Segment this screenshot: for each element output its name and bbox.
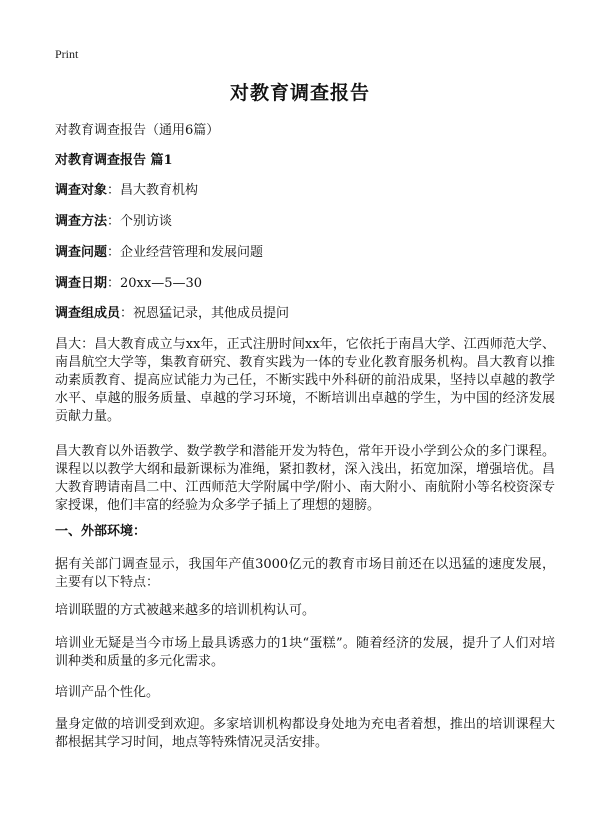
field-survey-question: [55, 244, 555, 262]
paragraph-cake: 培训业无疑是当今市场上最具诱惑力的1块“蛋糕”。随着经济的发展，提升了人们对培训种类和质量的多元化需求。: [55, 636, 555, 669]
paragraph-custom-training: 量身定做的培训受到欢迎。多家培训机构都设身处地为充电者着想，推出的培训课程大都根据其学习时间，地点等特殊情况灵活安排。: [55, 717, 555, 750]
field-label: 调查日期: [55, 276, 108, 291]
paragraph-alliance: 培训联盟的方式被越来越多的培训机构认可。: [55, 603, 316, 618]
field-value: ：个别访谈: [107, 214, 173, 229]
paragraph-courses: 昌大教育以外语教学、数学教学和潜能开发为特色，常年开设小学到公众的多门课程。课程以以教学大纲和最新课标为准绳，紧扣教材，深入浅出，拓宽加深，增强培优。昌大教育聘请南昌二中、江西师范大学附属中学/附小、南大附小、南航附小等名校资深专家授课，他们丰富的经验为众多学子插上了理想的翅膀。: [55, 444, 555, 513]
field-label: 调查对象: [55, 183, 108, 198]
field-label: 调查方法: [55, 214, 108, 229]
field-value: ：20xx—5—30: [107, 276, 203, 291]
section-heading: 对教育调查报告 篇1: [55, 153, 173, 168]
document-title: 对教育调查报告: [229, 82, 370, 104]
field-label: 调查组成员: [55, 306, 121, 321]
paragraph-intro: 昌大：昌大教育成立与xx年，正式注册时间xx年，它依托于南昌大学、江西师范大学、南昌航空大学等，集教育研究、教育实践为一体的专业化教育服务机构。昌大教育以推动素质教育、提高应试能力为己任，不断实践中外科研的前沿成果，坚持以卓越的教学水平、卓越的服务质量、卓越的学习环境，不断培训出卓越的学生，为中国的经济发展贡献力量。: [55, 337, 555, 424]
field-survey-date: [55, 275, 555, 293]
field-value: ：企业经营管理和发展问题: [107, 245, 264, 260]
field-label: 调查问题: [55, 245, 108, 260]
field-survey-members: [55, 305, 555, 323]
field-value: ：祝恩猛记录，其他成员提问: [120, 306, 290, 321]
heading-external-environment: 一、外部环境：: [55, 524, 147, 539]
print-link[interactable]: Print: [55, 47, 79, 61]
field-value: ：昌大教育机构: [107, 183, 199, 198]
document-subtitle: 对教育调查报告（通用6篇）: [55, 123, 220, 138]
paragraph-personalization: 培训产品个性化。: [55, 685, 160, 700]
field-survey-target: [55, 182, 555, 200]
paragraph-market-survey: 据有关部门调查显示，我国年产值3000亿元的教育市场目前还在以迅猛的速度发展，主要有以下特点：: [55, 557, 555, 590]
field-survey-method: [55, 213, 555, 231]
